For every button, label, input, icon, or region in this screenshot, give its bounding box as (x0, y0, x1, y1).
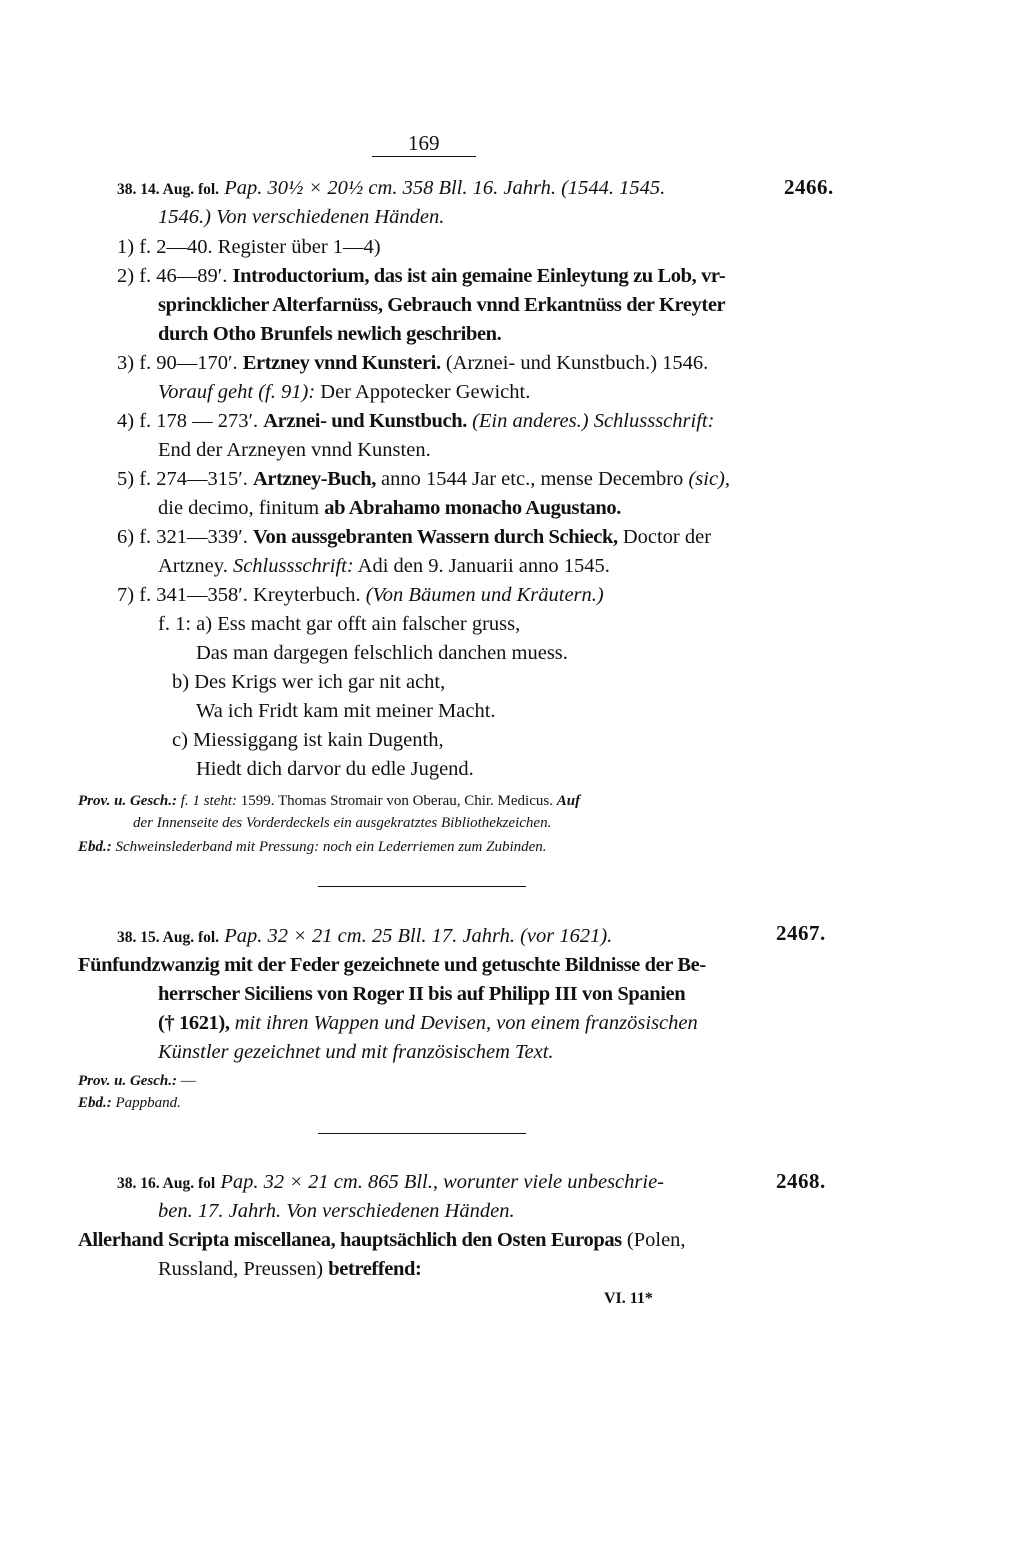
italic-note: f. 1 steht: (180, 793, 238, 809)
entry-header (117, 1170, 664, 1196)
title-text: Allerhand Scripta miscellanea, hauptsächlich den Osten Europas (78, 1229, 622, 1251)
italic-note: Schlussschrift: (232, 555, 354, 577)
content-item-5 (117, 467, 730, 491)
title-note: (Polen, (626, 1229, 686, 1251)
italic-note: (Ein anderes.) Schlussschrift: (472, 410, 715, 432)
entry-number: 2466. (784, 175, 834, 199)
verse-line: Wa ich Fridt kam mit meiner Macht. (196, 700, 496, 722)
physical-description: Pap. 32 × 21 cm. 865 Bll., worunter viele unbeschrie- (220, 1171, 664, 1193)
verse-line: f. 1: a) Ess macht gar offt ain falscher gruss, (158, 613, 521, 635)
provenance-label: Prov. u. Gesch.: (78, 793, 178, 809)
folio-range: 6) f. 321—339′. (117, 526, 248, 548)
verse-line: Hiedt dich darvor du edle Jugend. (196, 758, 474, 780)
item-note-line (158, 554, 610, 578)
entry-header (117, 176, 665, 202)
binding-text: Schweinslederband mit Pressung: noch ein Lederriemen zum Zubinden. (115, 839, 547, 855)
sheet-signature: VI. 11* (604, 1290, 653, 1307)
italic-note: mit ihren Wappen und Devisen, von einem französischen (234, 1012, 698, 1034)
shelfmark: 38. 15. Aug. fol. (117, 929, 220, 946)
item-title: Ertzney vnnd Kunsteri. (242, 352, 441, 374)
entry-number: 2467. (776, 921, 826, 945)
provenance-label: Prov. u. Gesch.: (78, 1073, 178, 1089)
content-item-3 (117, 351, 708, 375)
provenance-continued: der Innenseite des Vorderdeckels ein ausgekratztes Bibliothekzeichen. (133, 815, 552, 831)
item-note: (Arznei- und Kunstbuch.) 1546. (445, 352, 709, 374)
italic-note: Auf (556, 793, 581, 809)
content-item-6 (117, 525, 711, 549)
content-item-1: 1) f. 2—40. Register über 1—4) (117, 236, 381, 258)
shelfmark: 38. 16. Aug. fol (117, 1175, 216, 1192)
physical-description: Pap. 30½ × 20½ cm. 358 Bll. 16. Jahrh. (1544. 1545. (224, 177, 666, 199)
death-year: († 1621), (158, 1012, 230, 1034)
binding (78, 838, 547, 856)
verse-line: c) Miessiggang ist kain Dugenth, (172, 729, 444, 751)
colophon: End der Arzneyen vnnd Kunsten. (158, 439, 431, 461)
item-title-continued: durch Otho Brunfels newlich geschriben. (158, 323, 502, 345)
item-note-line (158, 496, 621, 520)
item-note: Artzney. (158, 555, 228, 577)
item-heading: 7) f. 341—358′. Kreyterbuch. (117, 584, 361, 606)
content-item-7 (117, 583, 604, 607)
item-note: Doctor der (622, 526, 712, 548)
entry-header (117, 924, 612, 950)
sic-note: (sic), (688, 468, 730, 490)
binding-text: Pappband. (115, 1095, 181, 1111)
page-number: 169 (408, 131, 440, 155)
author-name: ab Abrahamo monacho Augustano. (324, 497, 621, 519)
entry-title-continued (158, 1011, 698, 1035)
provenance-text: 1599. Thomas Stromair von Oberau, Chir. Medicus. (240, 793, 553, 809)
provenance (78, 1072, 196, 1090)
section-divider (318, 886, 526, 887)
item-title: Introductorium, das ist ain gemaine Einleytung zu Lob, vr- (232, 265, 726, 287)
entry-number: 2468. (776, 1169, 826, 1193)
title-text: betreffend: (328, 1258, 422, 1280)
provenance (78, 792, 580, 810)
folio-range: 3) f. 90—170′. (117, 352, 238, 374)
shelfmark: 38. 14. Aug. fol. (117, 181, 220, 198)
title-note: Russland, Preussen) (158, 1258, 324, 1280)
binding (78, 1094, 181, 1112)
binding-label: Ebd.: (78, 839, 112, 855)
entry-title (78, 1228, 686, 1252)
provenance-text: — (180, 1073, 196, 1089)
folio-range: 4) f. 178 — 273′. (117, 410, 259, 432)
item-note-line (158, 380, 530, 404)
folio-range: 2) f. 46—89′. (117, 265, 228, 287)
entry-title-continued: herrscher Siciliens von Roger II bis auf Philipp III von Spanien (158, 983, 686, 1005)
item-title-continued: sprincklicher Alterfarnüss, Gebrauch vnnd Erkantnüss der Kreyter (158, 294, 726, 316)
header-continued: 1546.) Von verschiedenen Händen. (158, 206, 445, 228)
content-item-2 (117, 264, 725, 288)
entry-title-continued (158, 1257, 421, 1281)
item-note: die decimo, finitum (158, 497, 320, 519)
header-continued: ben. 17. Jahrh. Von verschiedenen Händen. (158, 1200, 515, 1222)
italic-note: (Von Bäumen und Kräutern.) (365, 584, 604, 606)
item-subtitle: Der Appotecker Gewicht. (320, 381, 531, 403)
verse-line: b) Des Krigs wer ich gar nit acht, (172, 671, 446, 693)
page-number-rule (372, 156, 476, 157)
physical-description: Pap. 32 × 21 cm. 25 Bll. 17. Jahrh. (vor 1621). (224, 925, 613, 947)
verse-line: Das man dargegen felschlich danchen muess. (196, 642, 568, 664)
item-title: Arznei- und Kunstbuch. (263, 410, 467, 432)
item-title: Artzney-Buch, (253, 468, 376, 490)
content-item-4 (117, 409, 714, 433)
binding-label: Ebd.: (78, 1095, 112, 1111)
folio-range: 5) f. 274—315′. (117, 468, 248, 490)
item-note: anno 1544 Jar etc., mense Decembro (381, 468, 684, 490)
italic-note: Künstler gezeichnet und mit französischem Text. (158, 1041, 554, 1063)
italic-note: Vorauf geht (f. 91): (158, 381, 316, 403)
colophon: Adi den 9. Januarii anno 1545. (357, 555, 610, 577)
section-divider (318, 1133, 526, 1134)
item-title: Von aussgebranten Wassern durch Schieck, (253, 526, 618, 548)
entry-title: Fünfundzwanzig mit der Feder gezeichnete und getuschte Bildnisse der Be- (78, 954, 706, 976)
